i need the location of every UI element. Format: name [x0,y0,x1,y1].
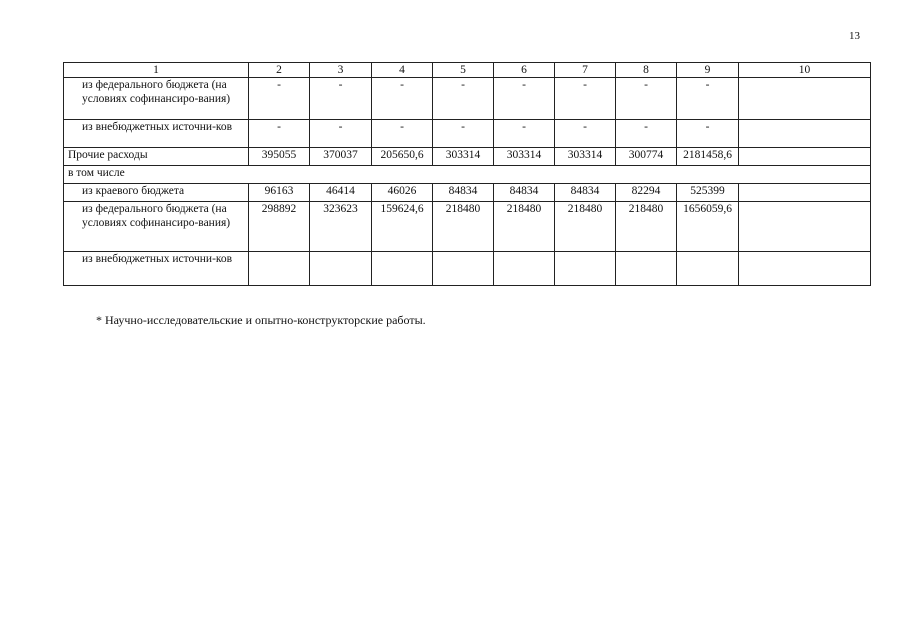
table-cell: - [249,78,310,120]
table-cell: 218480 [494,202,555,252]
table-cell: - [616,120,677,148]
table-cell: 370037 [310,148,372,166]
page-number: 13 [849,30,860,42]
table-cell: 46414 [310,184,372,202]
table-cell: 303314 [555,148,616,166]
table-cell: - [433,120,494,148]
header-cell: 9 [677,63,739,78]
header-cell: 5 [433,63,494,78]
table-cell [494,252,555,286]
row-label: из внебюджетных источни-ков [64,252,249,286]
table-row [64,78,871,120]
table-cell [310,252,372,286]
header-cell: 8 [616,63,677,78]
table-cell [677,252,739,286]
header-cell: 6 [494,63,555,78]
table-cell: 1656059,6 [677,202,739,252]
table-cell: 525399 [677,184,739,202]
table-cell: - [555,120,616,148]
header-cell: 3 [310,63,372,78]
table-cell: 46026 [372,184,433,202]
table-cell [739,252,871,286]
table-cell: 218480 [616,202,677,252]
table-cell: 205650,6 [372,148,433,166]
table-cell: 84834 [494,184,555,202]
table-cell: 82294 [616,184,677,202]
table-cell: 300774 [616,148,677,166]
table-cell: - [372,78,433,120]
table-cell: - [677,78,739,120]
row-label: из федерального бюджета (на условиях софинансиро-вания) [64,202,249,252]
table-row [64,184,871,202]
table-cell: 218480 [555,202,616,252]
table-cell [739,148,871,166]
budget-table [63,62,871,286]
table-cell: 218480 [433,202,494,252]
table-cell: 303314 [433,148,494,166]
table-cell [739,184,871,202]
footnote: * Научно-исследовательские и опытно-конструкторские работы. [96,313,426,327]
row-label: в том числе [64,166,871,184]
header-cell: 2 [249,63,310,78]
table-cell: 159624,6 [372,202,433,252]
table-row [64,202,871,252]
row-label: из федерального бюджета (на условиях софинансиро-вания) [64,78,249,120]
table-cell: 2181458,6 [677,148,739,166]
header-cell: 10 [739,63,871,78]
table-cell [739,120,871,148]
table-cell: 96163 [249,184,310,202]
header-cell: 7 [555,63,616,78]
table-cell: - [555,78,616,120]
table-cell [739,202,871,252]
table-cell: - [249,120,310,148]
header-cell: 4 [372,63,433,78]
table-cell [616,252,677,286]
table-cell [249,252,310,286]
table-row [64,166,871,184]
table-cell: - [616,78,677,120]
table-cell: 323623 [310,202,372,252]
table-cell [739,78,871,120]
table-cell: - [677,120,739,148]
table-cell: 298892 [249,202,310,252]
table-cell: - [310,120,372,148]
table-cell: - [494,120,555,148]
table-cell: 303314 [494,148,555,166]
table-row [64,252,871,286]
table-cell: - [310,78,372,120]
table-cell: - [433,78,494,120]
table-cell [433,252,494,286]
table-header-row [64,63,871,78]
table-cell: 84834 [433,184,494,202]
row-label: из внебюджетных источни-ков [64,120,249,148]
table-cell: - [494,78,555,120]
table-cell: 395055 [249,148,310,166]
row-label: Прочие расходы [64,148,249,166]
table-row [64,148,871,166]
table-cell: - [372,120,433,148]
table-row [64,120,871,148]
table-cell [372,252,433,286]
table-cell: 84834 [555,184,616,202]
row-label: из краевого бюджета [64,184,249,202]
table-cell [555,252,616,286]
header-cell: 1 [64,63,249,78]
